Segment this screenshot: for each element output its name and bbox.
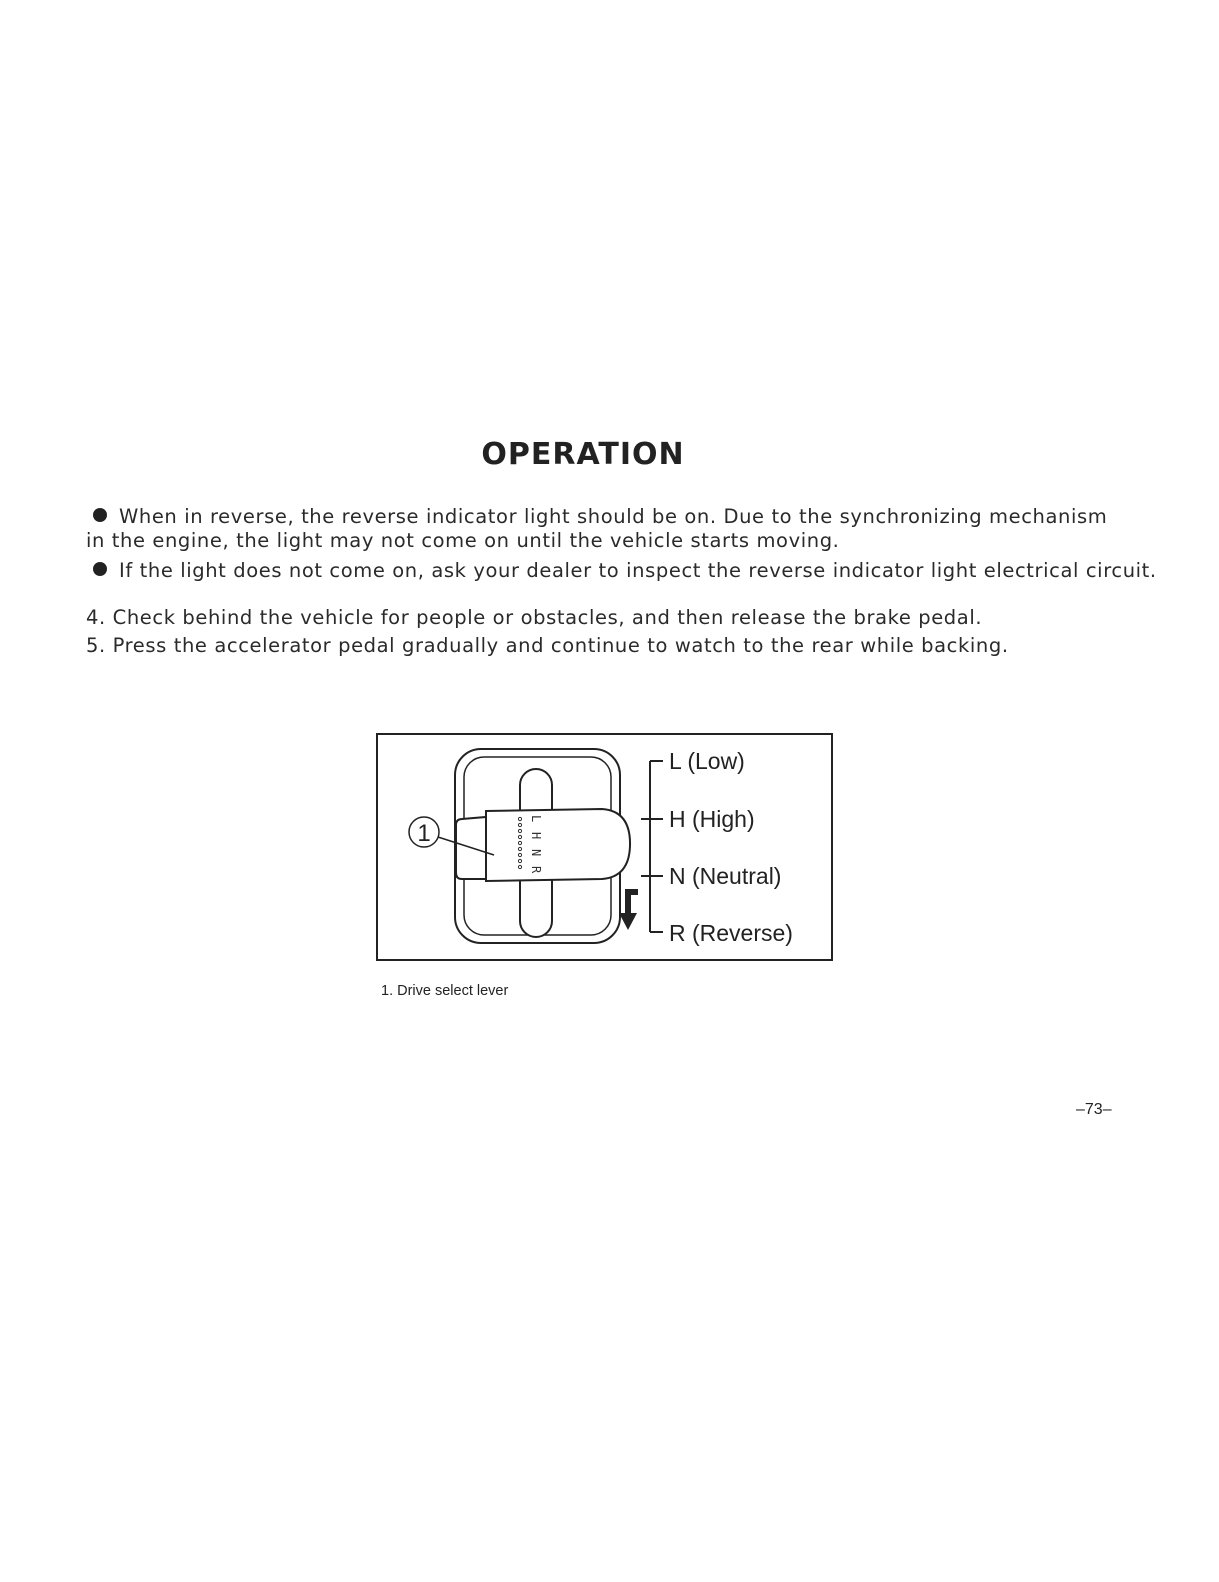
step-5: 5. Press the accelerator pedal gradually and continue to watch to the rear while backing. bbox=[86, 634, 1009, 657]
note-reverse-indicator-continued bbox=[86, 529, 839, 553]
note-text: If the light does not come on, ask your dealer to inspect the reverse indicator light electrical circuit. bbox=[119, 559, 1157, 582]
lever-letter: R bbox=[529, 866, 543, 874]
note-reverse-indicator bbox=[86, 505, 1107, 529]
note-text-line2: in the engine, the light may not come on until the vehicle starts moving. bbox=[86, 529, 840, 552]
drive-select-lever-figure bbox=[376, 733, 833, 961]
note-dealer-inspection bbox=[86, 559, 1157, 583]
lever-letter: H bbox=[529, 832, 543, 840]
bullet-icon bbox=[93, 508, 107, 522]
page-title: OPERATION bbox=[481, 437, 685, 472]
callout-number: 1 bbox=[417, 820, 431, 847]
page-number: –73– bbox=[1076, 1101, 1112, 1118]
lever-letter: L bbox=[529, 815, 543, 823]
step-4: 4. Check behind the vehicle for people or obstacles, and then release the brake pedal. bbox=[86, 606, 983, 629]
gear-label-low: L (Low) bbox=[669, 748, 745, 774]
gear-label-reverse: R (Reverse) bbox=[669, 920, 793, 946]
lever-letter: N bbox=[529, 849, 543, 857]
bullet-icon bbox=[93, 562, 107, 576]
lever-knob bbox=[486, 809, 630, 881]
figure-caption: 1. Drive select lever bbox=[381, 983, 509, 999]
gear-label-neutral: N (Neutral) bbox=[669, 863, 782, 889]
gear-label-high: H (High) bbox=[669, 806, 755, 832]
note-text-line1: When in reverse, the reverse indicator light should be on. Due to the synchronizing mechanism bbox=[119, 505, 1108, 528]
